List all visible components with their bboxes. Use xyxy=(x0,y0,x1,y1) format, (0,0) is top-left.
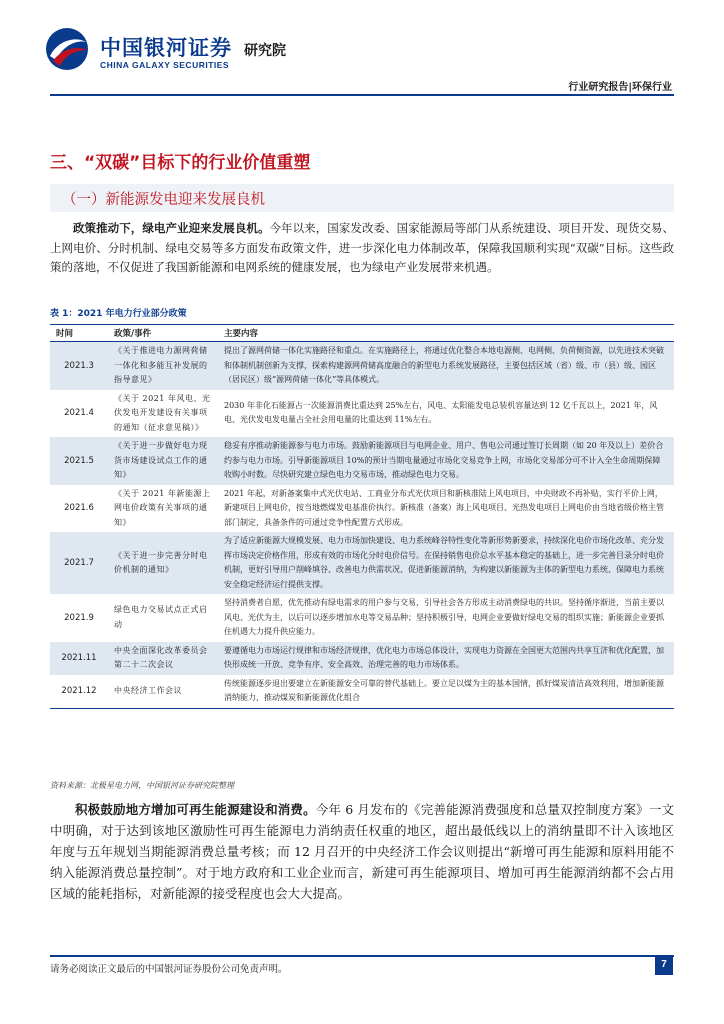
cell-time: 2021.6 xyxy=(50,485,108,533)
cell-name: 《关于进一步做好电力现货市场建设试点工作的通知》 xyxy=(108,437,218,485)
cell-name: 《关于推进电力源网荷储一体化和多能互补发展的指导意见》 xyxy=(108,342,218,390)
table-row xyxy=(50,594,674,642)
policy-table xyxy=(50,324,674,709)
footer-divider xyxy=(50,955,674,957)
cell-content: 坚持消费者自愿，优先推动有绿电需求的用户参与交易，引导社会各方形成主动消费绿电的共识。坚持循序渐进，当前主要以风电、光伏为主，以后可以逐步增加水电等交易品种；坚持积极引导，电网企业要做好绿电交易的组织实施；新能源企业要抓住机遇大力提升供应能力。 xyxy=(218,594,674,642)
section-title: 三、“双碳”目标下的行业价值重塑 xyxy=(50,153,311,173)
cell-name: 中央全面深化改革委员会第二十二次会议 xyxy=(108,642,218,675)
cell-content: 2030 年非化石能源占一次能源消费比重达到 25%左右，风电、太阳能发电总装机容量达到 12 亿千瓦以上，2021 年，风电、光伏发电发电量占全社会用电量的比重达到 11%左右。 xyxy=(218,390,674,438)
cell-name: 《关于 2021 年新能源上网电价政策有关事项的通知》 xyxy=(108,485,218,533)
brand-name-cn: 中国银河证券 xyxy=(100,36,232,60)
cell-name: 《关于进一步完善分时电价机制的通知》 xyxy=(108,532,218,594)
paragraph-lead: 政策推动下，绿电产业迎来发展良机。 xyxy=(73,221,270,235)
paragraph-renewables xyxy=(50,799,674,904)
cell-content: 传统能源逐步退出要建立在新能源安全可靠的替代基础上。要立足以煤为主的基本国情，抓好煤炭清洁高效利用，增加新能源消纳能力，推动煤炭和新能源优化组合 xyxy=(218,675,674,709)
brand-suffix: 研究院 xyxy=(244,43,286,59)
cell-time: 2021.7 xyxy=(50,532,108,594)
table-row xyxy=(50,485,674,533)
table-row xyxy=(50,342,674,390)
table-source: 资料来源：北极星电力网，中国银河证券研究院整理 xyxy=(50,781,234,790)
header-time: 时间 xyxy=(50,325,108,342)
table-row xyxy=(50,642,674,675)
page-header xyxy=(0,0,724,96)
header-content: 主要内容 xyxy=(218,325,674,342)
cell-content: 要遵循电力市场运行规律和市场经济规律，优化电力市场总体设计，实现电力资源在全国更大范围内共享互济和优化配置，加快形成统一开放、竞争有序、安全高效、治理完善的电力市场体系。 xyxy=(218,642,674,675)
cell-time: 2021.12 xyxy=(50,675,108,709)
galaxy-logo-icon xyxy=(44,26,90,72)
cell-time: 2021.3 xyxy=(50,342,108,390)
subsection-bar xyxy=(50,184,674,212)
table-row xyxy=(50,675,674,709)
footer-disclaimer: 请务必阅读正文最后的中国银河证券股份公司免责声明。 xyxy=(50,964,288,975)
cell-name: 绿色电力交易试点正式启动 xyxy=(108,594,218,642)
table-row xyxy=(50,437,674,485)
paragraph-body: 今年 6 月发布的《完善能源消费强度和总量双控制度方案》一文中明确，对于达到该地区激励性可再生能源电力消纳责任权重的地区，超出最低线以上的消纳量即不计入该地区年度与五年规划当期能源消费总量考核；而 12 月召开的中央经济工作会议则提出“新增可再生能源和原料用能不纳入能源消费总量控制”。对于地方政府和工业企业而言，新建可再生能源项目、增加可再生能源消纳都不会占用区域的能耗指标，对新能源的接受程度也会大大提高。 xyxy=(50,802,674,901)
cell-name: 中央经济工作会议 xyxy=(108,675,218,709)
table-caption: 表 1：2021 年电力行业部分政策 xyxy=(50,309,187,319)
header-name: 政策/事件 xyxy=(108,325,218,342)
table-row xyxy=(50,532,674,594)
table-row xyxy=(50,390,674,438)
cell-time: 2021.9 xyxy=(50,594,108,642)
subsection-title: （一）新能源发电迎来发展良机 xyxy=(62,192,265,208)
header-divider xyxy=(50,94,674,96)
cell-content: 为了适应新能源大规模发展、电力市场加快建设、电力系统峰谷特性变化等新形势新要求，持续深化电价市场化改革、充分发挥市场决定价格作用，形成有效的市场化分时电价信号。在保持销售电价总水平基本稳定的基础上，进一步完善目录分时电价机制，更好引导用户削峰填谷、改善电力供需状况、促进新能源消纳，为构建以新能源为主体的新型电力系统、保障电力系统安全稳定经济运行提供支撑。 xyxy=(218,532,674,594)
cell-time: 2021.4 xyxy=(50,390,108,438)
brand-name-en: CHINA GALAXY SECURITIES xyxy=(100,60,230,70)
page-number: 7 xyxy=(655,955,673,975)
paragraph-body: 今年以来，国家发改委、国家能源局等部门从系统建设、项目开发、现货交易、上网电价、分时机制、绿电交易等多方面发布政策文件，进一步深化电力体制改革，保障我国顺利实现“双碳”目标。这些政策的落地，不仅促进了我国新能源和电网系统的健康发展，也为绿电产业发展带来机遇。 xyxy=(50,221,674,274)
paragraph-policy xyxy=(50,219,674,278)
cell-content: 稳妥有序推动新能源参与电力市场。鼓励新能源项目与电网企业、用户、售电公司通过签订长周期（如 20 年及以上）差价合约参与电力市场。引导新能源项目 10%的预计当期电量通过市场化交易竞争上网，市场化交易部分可不计入全生命周期保障收购小时数。尽快研究建立绿色电力交易市场，推动绿色电力交易。 xyxy=(218,437,674,485)
cell-time: 2021.11 xyxy=(50,642,108,675)
cell-content: 提出了源网荷储一体化实施路径和重点。在实施路径上，将通过优化整合本地电源侧、电网侧、负荷侧资源，以先进技术突破和体制机制创新为支撑，探索构建源网荷储高度融合的新型电力系统发展路径，主要包括区域（省）级、市（县）级、园区（居民区）级“源网荷储一体化”等具体模式。 xyxy=(218,342,674,390)
report-type: 行业研究报告|环保行业 xyxy=(568,82,672,93)
paragraph-lead: 积极鼓励地方增加可再生能源建设和消费。 xyxy=(75,802,316,817)
cell-content: 2021 年起，对新备案集中式光伏电站、工商业分布式光伏项目和新核准陆上风电项目，中央财政不再补贴，实行平价上网，新建项目上网电价，按当地燃煤发电基准价执行。新核准（备案）海上风电项目、光热发电项目上网电价由当地省级价格主管部门制定，具备条件的可通过竞争性配置方式形成。 xyxy=(218,485,674,533)
cell-time: 2021.5 xyxy=(50,437,108,485)
table-header-row xyxy=(50,325,674,342)
cell-name: 《关于 2021 年风电、光伏发电开发建设有关事项的通知（征求意见稿）》 xyxy=(108,390,218,438)
